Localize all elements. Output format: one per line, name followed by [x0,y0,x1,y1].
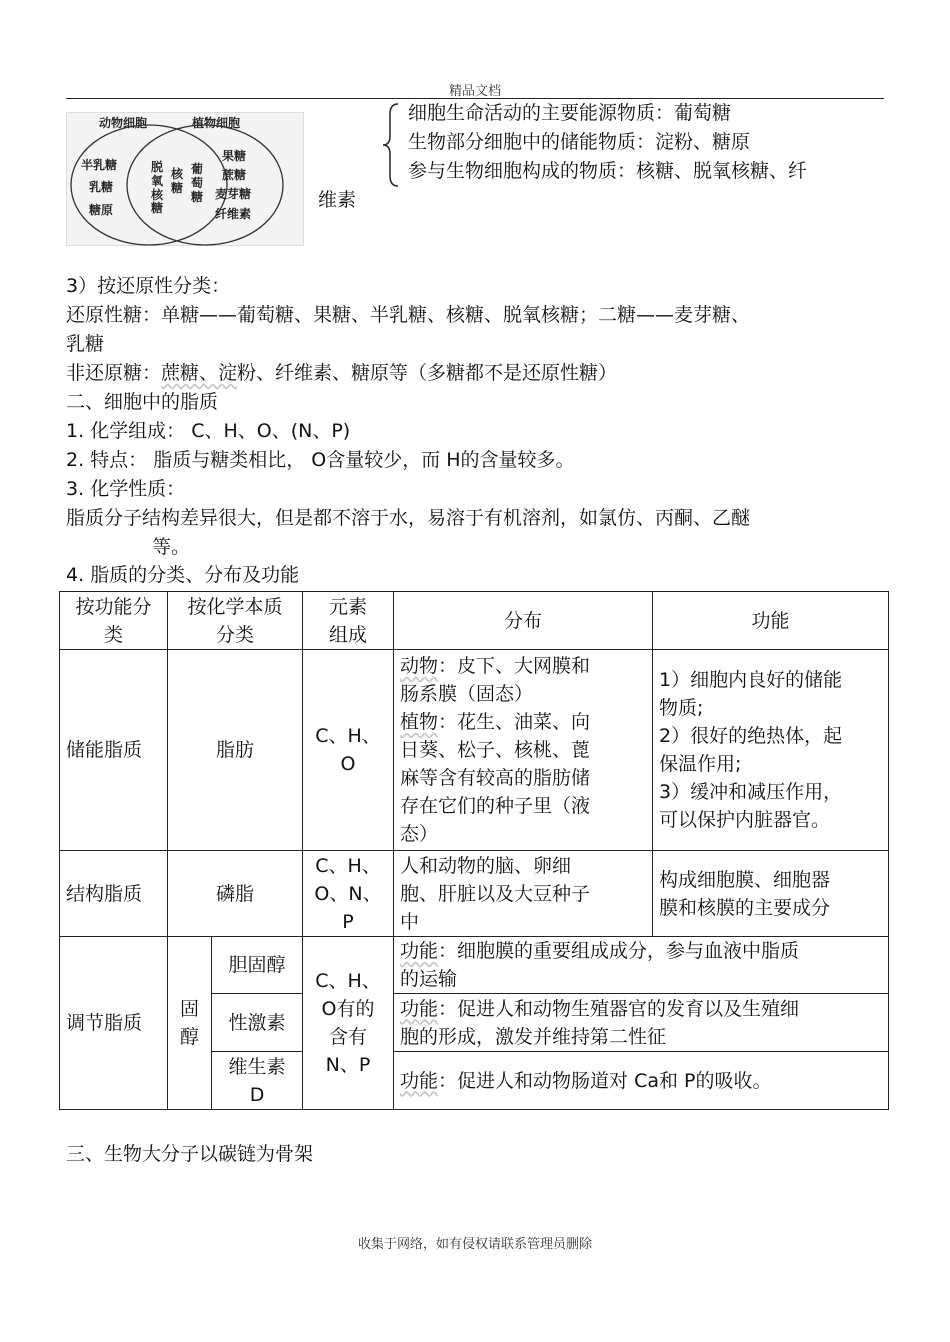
venn-left-item: 乳糖 [89,180,114,194]
sugar-function-line: 细胞生命活动的主要能源物质：葡萄糖 [408,102,732,124]
header-function: 功能 [653,592,889,650]
venn-right-item: 麦芽糖 [215,187,252,201]
regulatory-item: 性激素 [212,994,303,1052]
venn-middle-item: 核糖 [171,167,184,195]
non-reducing-prefix: 非还原糖： [66,362,162,384]
regulatory-item: 胆固醇 [212,937,303,994]
venn-right-label: 植物细胞 [192,116,241,130]
structural-chem: 磷脂 [168,851,303,937]
regulatory-item: 维生素 D [212,1052,303,1110]
page-header: 精品文档 [448,84,501,99]
section-title: 三、生物大分子以碳链为骨架 [66,1143,314,1165]
non-reducing-rest: 粉、纤维素、糖原等（多糖都不是还原性糖） [237,362,618,384]
header-elements: 元素 组成 [303,592,394,650]
lipid-table [59,591,889,1110]
structural-function: 构成细胞膜、细胞器 膜和核膜的主要成分 [653,851,889,937]
venn-right-item: 纤维素 [215,207,252,221]
lipid-point: 1. 化学组成： C、H、O、(N、P) [66,420,351,442]
venn-left-label: 动物细胞 [99,116,148,130]
storage-function: 1）细胞内良好的储能 物质; 2）很好的绝热体，起 保温作用; 3）缓冲和减压作用， 可以保护内脏器官。 [653,650,889,851]
reducing-heading: 3）按还原性分类： [66,275,231,297]
regulatory-category: 调节脂质 [60,937,168,1110]
table-row [60,851,889,937]
storage-elements: C、H、 O [303,650,394,851]
section-title: 二、细胞中的脂质 [66,391,219,413]
header-divider [66,98,884,99]
non-reducing-line [66,360,617,387]
header-by-function: 按功能分 类 [60,592,168,650]
venn-middle-item: 脱氧核糖 [151,160,164,216]
storage-distribution: 动物：皮下、大网膜和 肠系膜（固态） 植物：花生、油菜、向 日葵、松子、核桃、蓖 麻等含有较高的脂肪储 存在它们的种子里（液 态） [394,650,653,851]
reducing-line: 还原性糖：单糖——葡萄糖、果糖、半乳糖、核糖、脱氧核糖；二糖——麦芽糖、 [66,304,751,326]
venn-left-item: 半乳糖 [81,158,118,172]
lipid-point: 3. 化学性质： [66,478,186,500]
structural-elements: C、H、 O、N、 P [303,851,394,937]
reducing-line-cont: 乳糖 [66,333,105,355]
regulatory-function: 功能：促进人和动物生殖器官的发育以及生殖细 胞的形成，激发并维持第二性征 [394,994,889,1052]
venn-middle-item: 葡萄糖 [191,162,204,204]
lipid-point-body: 脂质分子结构差异很大，但是都不溶于水，易溶于有机溶剂，如氯仿、丙酮、乙醚 [66,507,751,529]
venn-right-item: 蔗糖 [222,168,247,182]
venn-right-item: 果糖 [222,149,247,163]
table-header-row [60,592,889,650]
regulatory-function: 功能：促进人和动物肠道对 Ca和 P的吸收。 [394,1052,889,1110]
venn-left-item: 糖原 [89,203,114,217]
lipid-point: 2. 特点： 脂质与糖类相比， O含量较少，而 H的含量较多。 [66,449,575,471]
sugar-venn-diagram [66,112,304,246]
regulatory-function: 功能：细胞膜的重要组成成分，参与血液中脂质 的运输 [394,937,889,994]
page-footer: 收集于网络，如有侵权请联系管理员删除 [357,1237,592,1252]
structural-category: 结构脂质 [60,851,168,937]
regulatory-elements: C、H、 O有的 含有 N、P [303,937,394,1110]
storage-category: 储能脂质 [60,650,168,851]
sugar-function-line: 生物部分细胞中的储能物质：淀粉、糖原 [408,131,751,153]
table-row [60,937,889,994]
curly-brace-icon [380,102,402,188]
sugar-function-line: 参与生物细胞构成的物质：核糖、脱氧核糖、纤 [408,160,808,182]
header-by-chem: 按化学本质 分类 [168,592,303,650]
regulatory-group: 固 醇 [168,937,212,1110]
non-reducing-wavy: 蔗糖、淀 [161,362,238,384]
table-row [60,650,889,851]
lipid-point: 4. 脂质的分类、分布及功能 [66,564,300,586]
sugar-function-line-cont: 维素 [318,189,357,211]
storage-chem: 脂肪 [168,650,303,851]
header-distribution: 分布 [394,592,653,650]
lipid-point-body-cont: 等。 [152,536,191,558]
structural-distribution: 人和动物的脑、卵细 胞、肝脏以及大豆种子 中 [394,851,653,937]
